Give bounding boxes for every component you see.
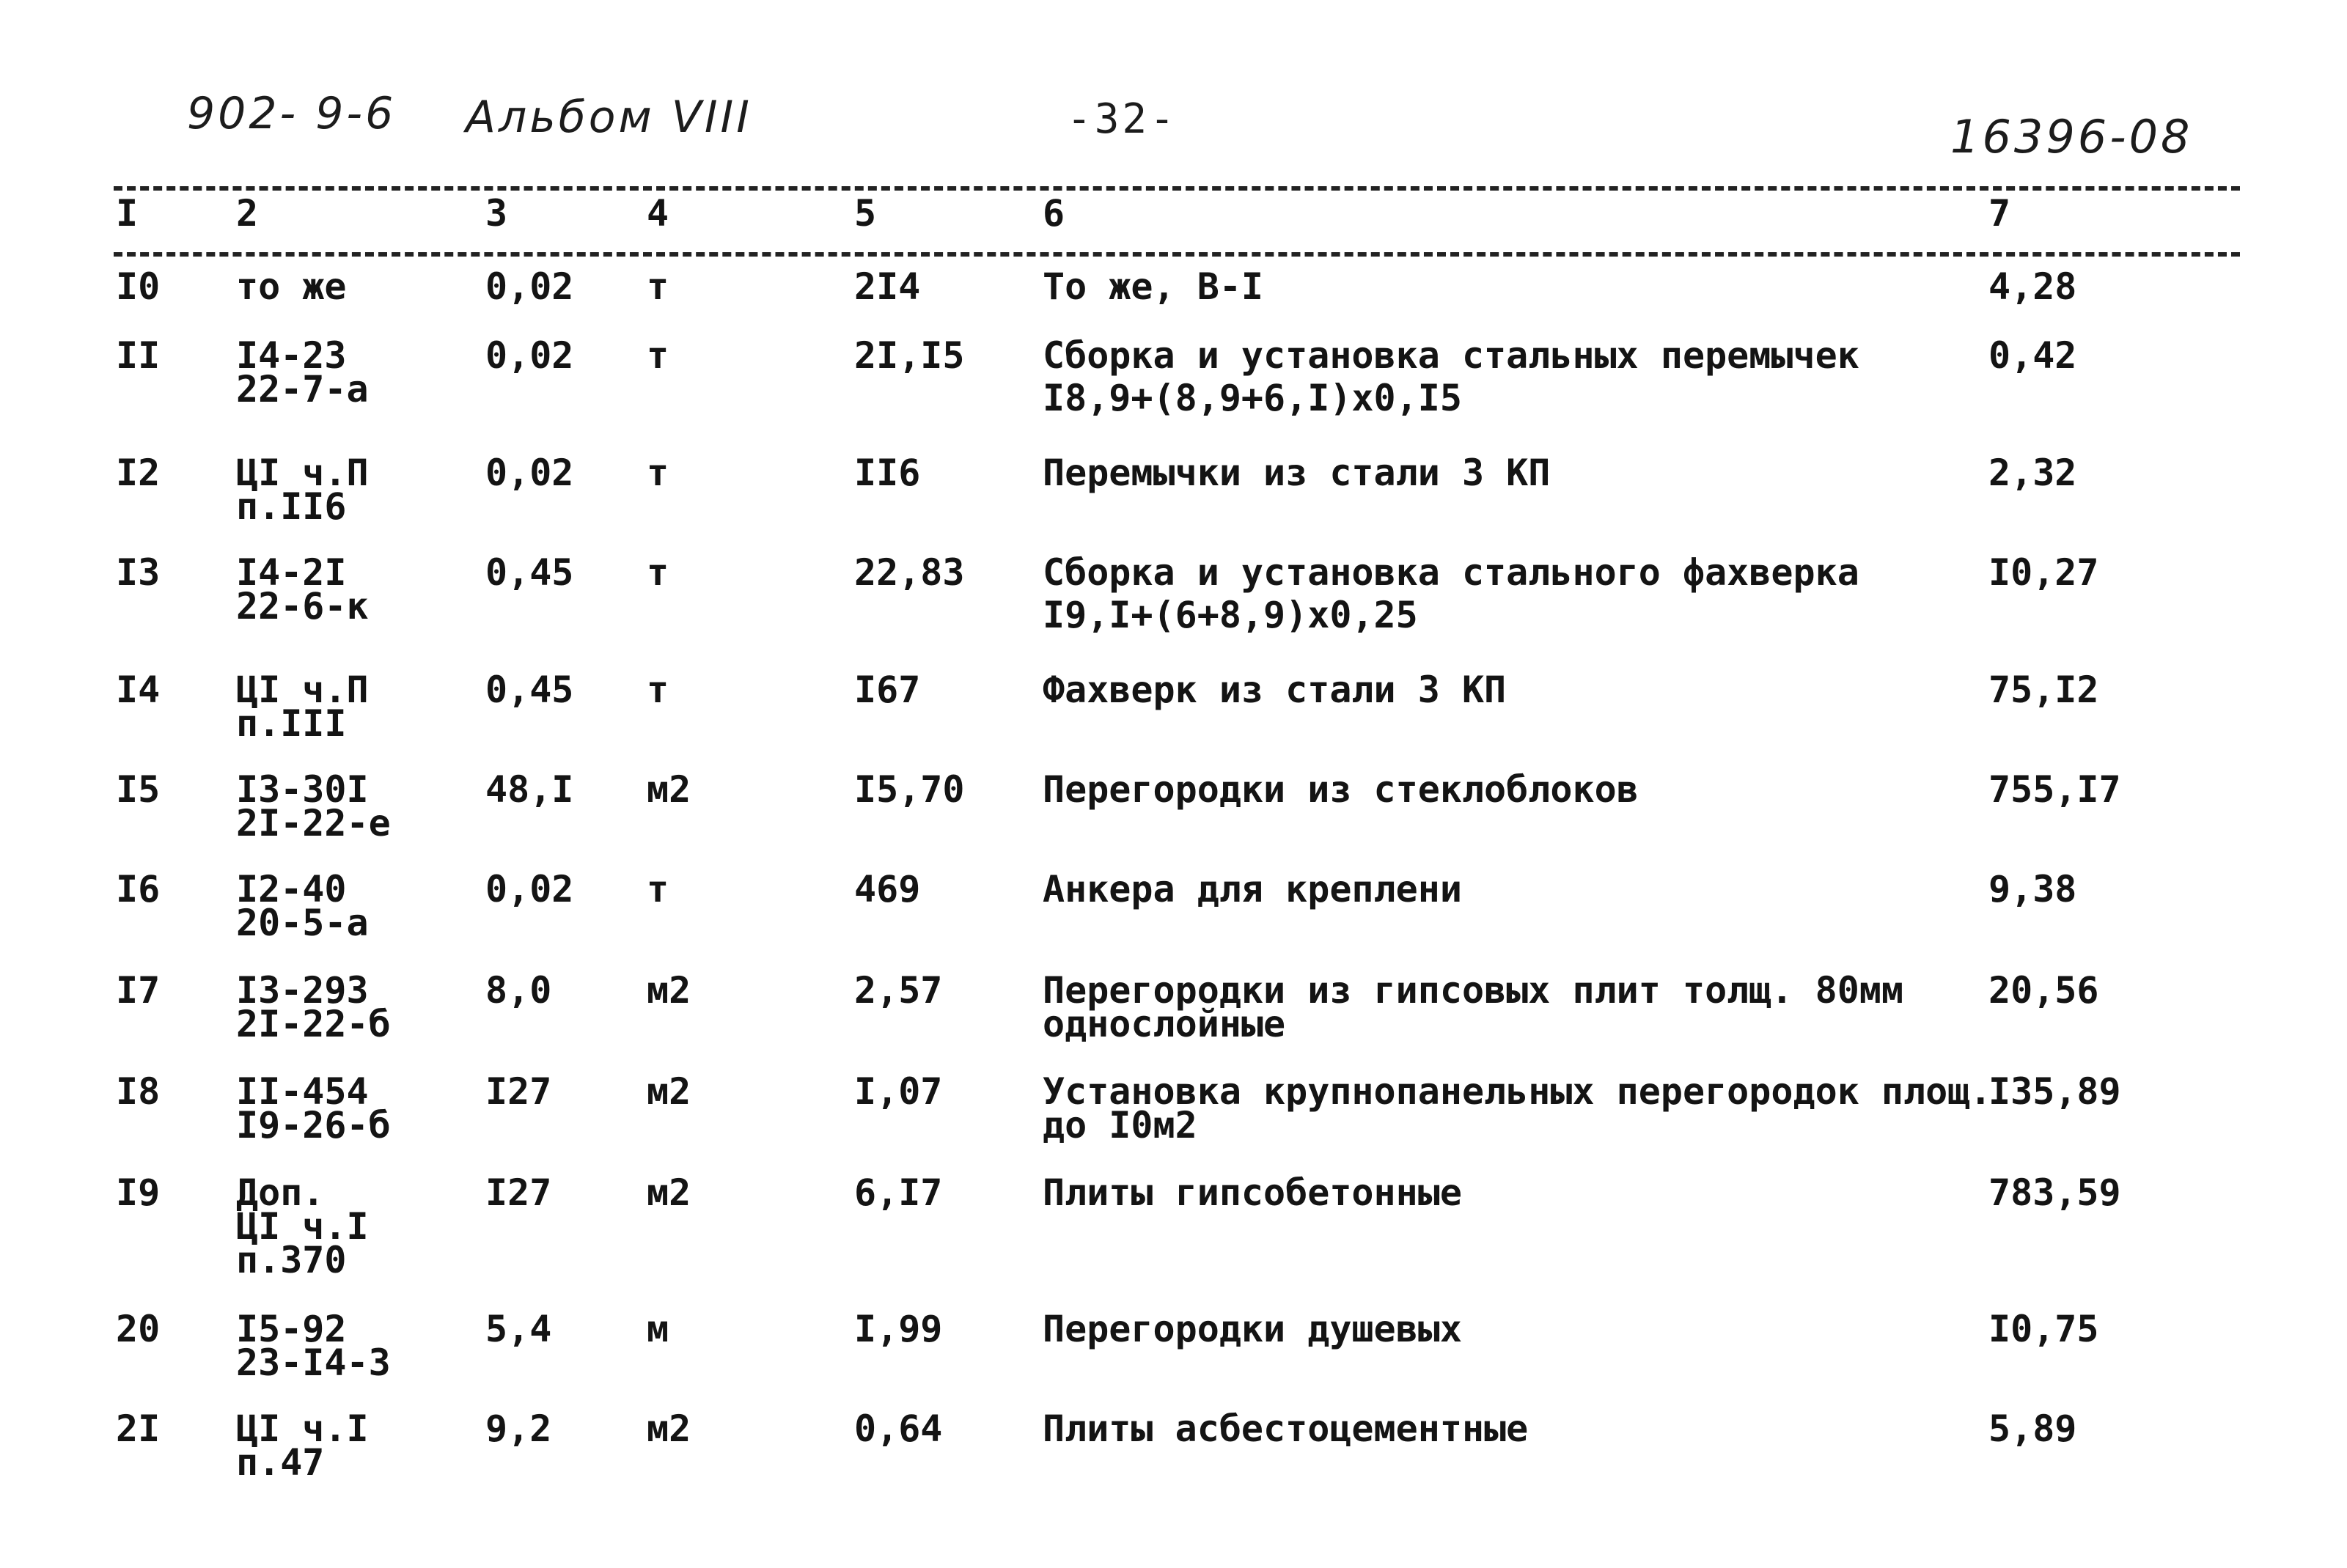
code-line: ЦI ч.П (236, 452, 369, 494)
norm-code (236, 265, 347, 308)
description (1043, 768, 1639, 811)
description (1043, 1171, 1462, 1214)
description (1043, 669, 1507, 711)
norm-code (236, 969, 391, 1045)
quantity: 5,4 (485, 1308, 552, 1350)
description-line: до I0м2 (1043, 1104, 1197, 1146)
unit: м (647, 1308, 669, 1350)
quantity: I27 (485, 1171, 552, 1214)
unit: т (647, 334, 669, 377)
norm-code (236, 1070, 391, 1146)
code-line: ЦI ч.I (236, 1205, 369, 1248)
description (1043, 1070, 1992, 1146)
row-number: I6 (116, 868, 161, 910)
description (1043, 868, 1462, 910)
code-line: 22-6-к (236, 585, 369, 627)
total-cost: 0,42 (1988, 334, 2077, 377)
unit-price: I67 (854, 669, 921, 711)
quantity: 0,02 (485, 452, 574, 494)
description (1043, 265, 1264, 308)
description-line: Сборка и установка стального фахверка (1043, 551, 1859, 594)
unit-price: 6,I7 (854, 1171, 943, 1214)
quantity: 0,02 (485, 265, 574, 308)
row-number: I8 (116, 1070, 161, 1113)
unit-price: I,99 (854, 1308, 943, 1350)
description (1043, 1407, 1529, 1450)
document-code: 902- 9-6 (187, 88, 397, 139)
code-line: п.47 (236, 1441, 325, 1484)
total-cost: I0,75 (1988, 1308, 2099, 1350)
quantity: 9,2 (485, 1407, 552, 1450)
description-line: I8,9+(8,9+6,I)x0,I5 (1043, 377, 1462, 419)
description-line: Установка крупнопанельных перегородок площ. (1043, 1070, 1992, 1113)
unit: т (647, 551, 669, 594)
quantity: 48,I (485, 768, 574, 811)
table-header-rule (114, 252, 2240, 257)
description-line: Плиты асбестоцементные (1043, 1407, 1529, 1450)
total-cost: 20,56 (1988, 969, 2099, 1012)
norm-code (236, 1171, 369, 1281)
row-number: I4 (116, 669, 161, 711)
unit: м2 (647, 1171, 691, 1214)
code-line: I3-30I (236, 768, 369, 811)
unit-price: 2I,I5 (854, 334, 965, 377)
description-line: Плиты гипсобетонные (1043, 1171, 1462, 1214)
code-line: 23-I4-3 (236, 1341, 391, 1384)
column-header-7: 7 (1988, 192, 2011, 235)
description (1043, 551, 1859, 636)
total-cost: 75,I2 (1988, 669, 2099, 711)
description-line: однослойные (1043, 1003, 1286, 1045)
description (1043, 452, 1551, 494)
column-header-5: 5 (854, 192, 877, 235)
description-line: Перемычки из стали 3 КП (1043, 452, 1551, 494)
quantity: 0,02 (485, 334, 574, 377)
norm-code (236, 868, 369, 944)
code-line: I4-2I (236, 551, 347, 594)
code-line: ЦI ч.I (236, 1407, 369, 1450)
description-line: Перегородки душевых (1043, 1308, 1462, 1350)
unit: т (647, 669, 669, 711)
description (1043, 334, 1859, 419)
total-cost: I35,89 (1988, 1070, 2121, 1113)
row-number: II (116, 334, 161, 377)
norm-code (236, 452, 369, 528)
code-line: Доп. (236, 1171, 325, 1214)
code-line: II-454 (236, 1070, 369, 1113)
page-number: -32- (1067, 95, 1178, 143)
description-line: Перегородки из гипсовых плит толщ. 80мм (1043, 969, 1903, 1012)
row-number: I0 (116, 265, 161, 308)
column-header-2: 2 (236, 192, 259, 235)
total-cost: 783,59 (1988, 1171, 2121, 1214)
unit: м2 (647, 1070, 691, 1113)
project-number: 16396-08 (1950, 110, 2193, 163)
code-line: I9-26-б (236, 1104, 391, 1146)
total-cost: 4,28 (1988, 265, 2077, 308)
row-number: I7 (116, 969, 161, 1012)
total-cost: 5,89 (1988, 1407, 2077, 1450)
description-line: Анкера для креплени (1043, 868, 1462, 910)
norm-code (236, 1308, 391, 1384)
unit-price: II6 (854, 452, 921, 494)
description-line: Сборка и установка стальных перемычек (1043, 334, 1859, 377)
row-number: I3 (116, 551, 161, 594)
norm-code (236, 669, 369, 745)
unit: м2 (647, 969, 691, 1012)
description (1043, 1308, 1462, 1350)
column-header-3: 3 (485, 192, 508, 235)
code-line: 2I-22-б (236, 1003, 391, 1045)
unit: т (647, 265, 669, 308)
code-line: 2I-22-е (236, 802, 391, 844)
code-line: 22-7-а (236, 368, 369, 411)
total-cost: 9,38 (1988, 868, 2077, 910)
code-line: ЦI ч.П (236, 669, 369, 711)
description-line: Перегородки из стеклоблоков (1043, 768, 1639, 811)
table-top-rule (114, 186, 2240, 191)
code-line: I3-293 (236, 969, 369, 1012)
unit: т (647, 868, 669, 910)
unit-price: 0,64 (854, 1407, 943, 1450)
unit: м2 (647, 1407, 691, 1450)
code-line: п.370 (236, 1239, 347, 1281)
unit-price: 2I4 (854, 265, 921, 308)
row-number: I2 (116, 452, 161, 494)
code-line: I5-92 (236, 1308, 347, 1350)
column-header-4: 4 (647, 192, 669, 235)
row-number: I5 (116, 768, 161, 811)
total-cost: I0,27 (1988, 551, 2099, 594)
column-header-1: I (116, 192, 139, 235)
unit-price: I5,70 (854, 768, 965, 811)
unit-price: I,07 (854, 1070, 943, 1113)
code-line: I2-40 (236, 868, 347, 910)
code-line: I4-23 (236, 334, 347, 377)
row-number: I9 (116, 1171, 161, 1214)
code-line: то же (236, 265, 347, 308)
quantity: 8,0 (485, 969, 552, 1012)
album-label: Альбом VIII (466, 92, 752, 143)
row-number: 2I (116, 1407, 161, 1450)
norm-code (236, 1407, 369, 1484)
unit: м2 (647, 768, 691, 811)
total-cost: 755,I7 (1988, 768, 2121, 811)
unit-price: 469 (854, 868, 921, 910)
description (1043, 969, 1903, 1045)
quantity: I27 (485, 1070, 552, 1113)
description-line: Фахверк из стали 3 КП (1043, 669, 1507, 711)
row-number: 20 (116, 1308, 161, 1350)
quantity: 0,45 (485, 551, 574, 594)
column-header-6: 6 (1043, 192, 1065, 235)
total-cost: 2,32 (1988, 452, 2077, 494)
description-line: I9,I+(6+8,9)x0,25 (1043, 594, 1418, 636)
norm-code (236, 768, 391, 844)
code-line: п.III (236, 702, 347, 745)
quantity: 0,02 (485, 868, 574, 910)
unit: т (647, 452, 669, 494)
code-line: п.II6 (236, 485, 347, 528)
unit-price: 22,83 (854, 551, 965, 594)
unit-price: 2,57 (854, 969, 943, 1012)
description-line: То же, В-I (1043, 265, 1264, 308)
norm-code (236, 334, 369, 411)
code-line: 20-5-а (236, 902, 369, 944)
quantity: 0,45 (485, 669, 574, 711)
norm-code (236, 551, 369, 627)
